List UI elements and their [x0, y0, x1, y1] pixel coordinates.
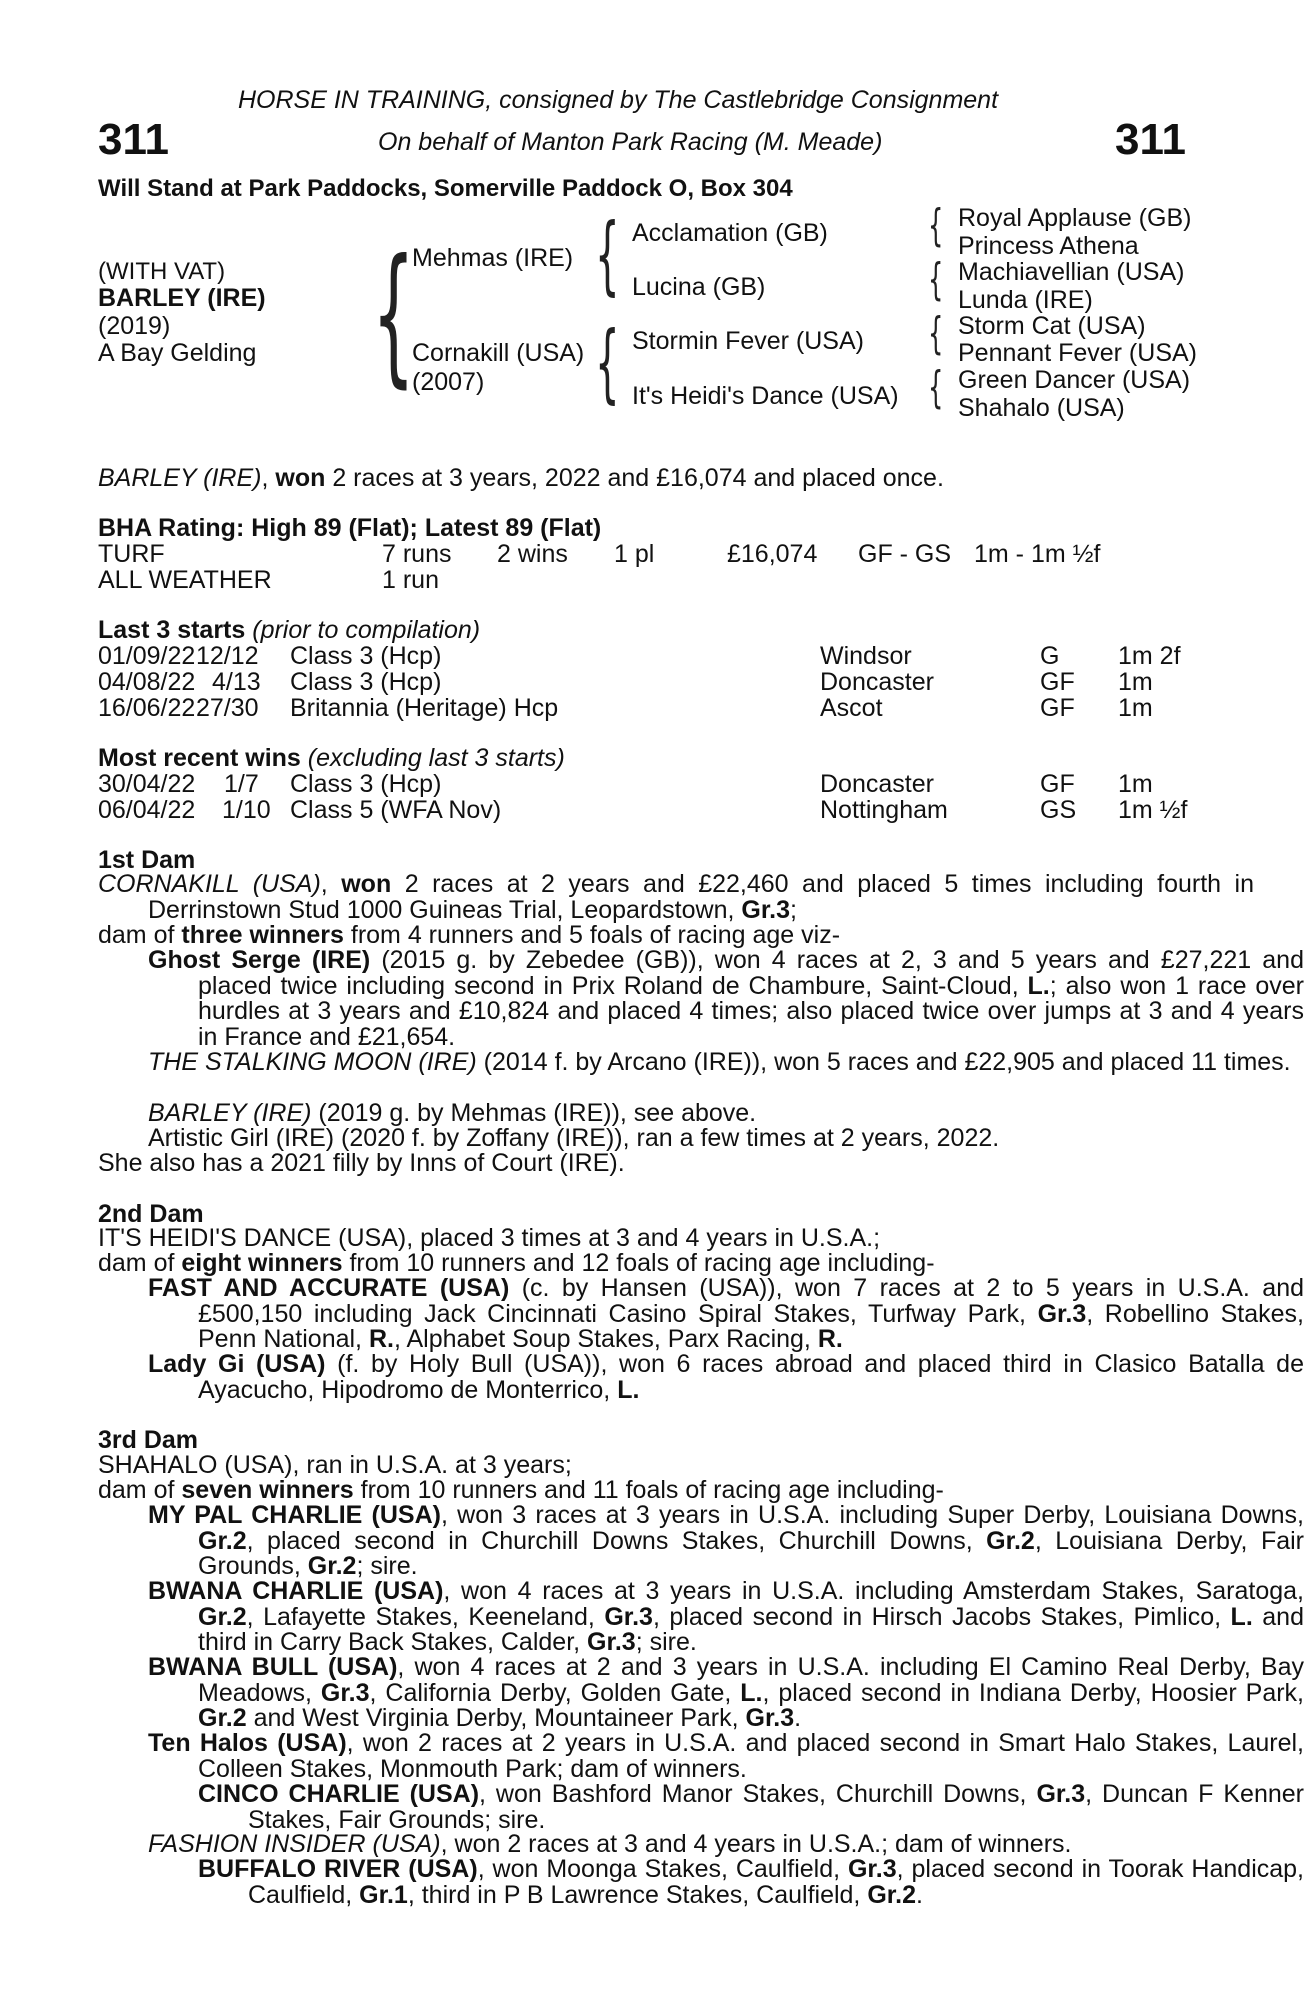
last3-distance: 1m [1118, 694, 1153, 722]
summary-won: won [275, 464, 326, 492]
rating-title: BHA Rating: High 89 (Flat); Latest 89 (Flat) [98, 514, 602, 542]
dam2-fast-and-accurate: FAST AND ACCURATE (USA) (c. by Hansen (USA)), won 7 races at 2 to 5 years in U.S.A. and £500,150 including Jack Cincinnati Casino Spiral Stakes, Turfway Park, Gr.3, Robellino Stakes, Penn National, R., Alphabet Soup Stakes, Parx Racing, R. [148, 1274, 1305, 1353]
last3-distance: 1m 2f [1118, 642, 1181, 670]
dam3-bwana-charlie: BWANA CHARLIE (USA), won 4 races at 3 years in U.S.A. including Amsterdam Stakes, Saratoga, Gr.2, Lafayette Stakes, Keeneland, Gr.3, placed second in Hirsch Jacobs Stakes, Pimlico, L. and third in Carry Back Stakes, Calder, Gr.3; sire. [148, 1577, 1304, 1656]
dam3-fashion-insider: FASHION INSIDER (USA), won 2 races at 3 and 4 years in U.S.A.; dam of winners. [148, 1830, 1072, 1858]
sire-name: Mehmas (IRE) [412, 244, 574, 272]
dam-sire: Stormin Fever (USA) [632, 327, 864, 355]
recent-race: Class 3 (Hcp) [290, 770, 442, 798]
pedigree-brace-g4: { [928, 362, 944, 413]
last3-position: 4/13 [212, 668, 261, 696]
last3-going: GF [1040, 694, 1075, 722]
sire-dam: Lucina (GB) [632, 273, 766, 301]
turf-going: GF - GS [858, 540, 952, 568]
dam-year: (2007) [412, 368, 485, 396]
lot-number-right: 311 [1115, 115, 1186, 164]
dam3-buffalo-river: BUFFALO RIVER (USA), won Moonga Stakes, Caulfield, Gr.3, placed second in Toorak Handicap, Caulfield, Gr.1, third in P B Lawrence Stakes, Caulfield, Gr.2. [198, 1855, 1305, 1909]
gg-1: Royal Applause (GB) [958, 204, 1192, 232]
dam3-heading: 3rd Dam [98, 1426, 199, 1454]
pedigree-brace-sire: { [595, 205, 620, 305]
dam1-produce-summary: dam of three winners from 4 runners and 5 foals of racing age viz- [98, 921, 841, 949]
gg-6: Pennant Fever (USA) [958, 339, 1197, 367]
recent-distance: 1m [1118, 770, 1153, 798]
recent-going: GF [1040, 770, 1075, 798]
aw-runs: 1 run [382, 566, 439, 594]
last3-heading: Last 3 starts (prior to compilation) [98, 616, 481, 644]
turf-prize: £16,074 [727, 540, 818, 568]
summary-horse: BARLEY (IRE) [98, 464, 262, 492]
foaling-year: (2019) [98, 312, 171, 340]
recent-heading: Most recent wins (excluding last 3 starts) [98, 744, 565, 772]
gg-2: Princess Athena [958, 232, 1139, 260]
last3-race: Class 3 (Hcp) [290, 668, 442, 696]
dam3-produce-summary: dam of seven winners from 10 runners and 11 foals of racing age including- [98, 1476, 944, 1504]
dam1-filly-note: She also has a 2021 filly by Inns of Court (IRE). [98, 1149, 625, 1177]
gg-3: Machiavellian (USA) [958, 258, 1185, 286]
pedigree-brace-dam: { [595, 313, 620, 413]
recent-position: 1/7 [224, 770, 259, 798]
pedigree-brace-g2: { [928, 254, 944, 305]
dam3-my-pal-charlie: MY PAL CHARLIE (USA), won 3 races at 3 years in U.S.A. including Super Derby, Louisiana Downs, Gr.2, placed second in Churchill Downs Stakes, Churchill Downs, Gr.2, Louisiana Derby, Fair Grounds, Gr.2; sire. [148, 1501, 1305, 1580]
last3-course: Windsor [820, 642, 912, 670]
last3-position: 12/12 [196, 642, 259, 670]
last3-going: GF [1040, 668, 1075, 696]
dam2-heading: 2nd Dam [98, 1200, 204, 1228]
gg-7: Green Dancer (USA) [958, 366, 1191, 394]
stand-location: Will Stand at Park Paddocks, Somerville Paddock O, Box 304 [98, 175, 793, 202]
last3-position: 27/30 [196, 694, 259, 722]
last3-date: 04/08/22 [98, 668, 196, 696]
sire-sire: Acclamation (GB) [632, 219, 828, 247]
recent-race: Class 5 (WFA Nov) [290, 796, 502, 824]
recent-date: 06/04/22 [98, 796, 196, 824]
vat-note: (WITH VAT) [98, 258, 226, 285]
recent-distance: 1m ½f [1118, 796, 1188, 824]
dam2-lady-gi: Lady Gi (USA) (f. by Holy Bull (USA)), won 6 races abroad and placed third in Clasico Batalla de Ayacucho, Hipodromo de Monterrico, L. [148, 1350, 1304, 1404]
dam1-artistic-girl: Artistic Girl (IRE) (2020 f. by Zoffany (IRE)), ran a few times at 2 years, 2022. [148, 1124, 1000, 1152]
last3-date: 01/09/22 [98, 642, 196, 670]
dam2-produce-summary: dam of eight winners from 10 runners and 12 foals of racing age including- [98, 1249, 935, 1277]
summary-text: 2 races at 3 years, 2022 and £16,074 and placed once. [325, 464, 944, 492]
consignor-line: HORSE IN TRAINING, consigned by The Castlebridge Consignment [238, 86, 999, 114]
dam1-heading: 1st Dam [98, 846, 196, 874]
turf-label: TURF [98, 540, 165, 568]
recent-position: 1/10 [222, 796, 271, 824]
dam2-record: IT'S HEIDI'S DANCE (USA), placed 3 times at 3 and 4 years in U.S.A.; [98, 1224, 881, 1252]
turf-distance: 1m - 1m ½f [974, 540, 1101, 568]
gg-5: Storm Cat (USA) [958, 312, 1146, 340]
pedigree-brace-main: { [372, 228, 415, 402]
pedigree-brace-g1: { [928, 200, 944, 251]
dam3-record: SHAHALO (USA), ran in U.S.A. at 3 years; [98, 1451, 572, 1479]
last3-course: Doncaster [820, 668, 934, 696]
horse-description: A Bay Gelding [98, 339, 257, 367]
dam3-bwana-bull: BWANA BULL (USA), won 4 races at 2 and 3 years in U.S.A. including El Camino Real Derby, Bay Meadows, Gr.3, California Derby, Golden Gate, L., placed second in Indiana Derby, Hoosier Park, Gr.2 and West Virginia Derby, Mountaineer Park, Gr.3. [148, 1653, 1304, 1732]
gg-4: Lunda (IRE) [958, 286, 1093, 314]
dam1-barley: BARLEY (IRE) (2019 g. by Mehmas (IRE)), see above. [148, 1099, 757, 1127]
race-summary: BARLEY (IRE), won 2 races at 3 years, 2022 and £16,074 and placed once. [98, 464, 944, 492]
turf-wins: 2 wins [497, 540, 568, 568]
last3-distance: 1m [1118, 668, 1153, 696]
last3-going: G [1040, 642, 1060, 670]
dam-name: Cornakill (USA) [412, 339, 585, 367]
last3-race: Britannia (Heritage) Hcp [290, 694, 559, 722]
turf-runs: 7 runs [382, 540, 452, 568]
dam1-stalking-moon: THE STALKING MOON (IRE) (2014 f. by Arcano (IRE)), won 5 races and £22,905 and placed 11 times. [148, 1048, 1291, 1076]
gg-8: Shahalo (USA) [958, 394, 1125, 422]
last3-race: Class 3 (Hcp) [290, 642, 442, 670]
recent-course: Nottingham [820, 796, 948, 824]
last3-date: 16/06/22 [98, 694, 196, 722]
recent-course: Doncaster [820, 770, 934, 798]
dam-dam: It's Heidi's Dance (USA) [632, 382, 899, 410]
recent-date: 30/04/22 [98, 770, 196, 798]
aw-label: ALL WEATHER [98, 566, 272, 594]
vendor-line: On behalf of Manton Park Racing (M. Meade) [378, 128, 883, 156]
lot-number-left: 311 [98, 115, 169, 164]
dam3-cinco-charlie: CINCO CHARLIE (USA), won Bashford Manor Stakes, Churchill Downs, Gr.3, Duncan F Kenner Stakes, Fair Grounds; sire. [198, 1780, 1304, 1834]
recent-going: GS [1040, 796, 1077, 824]
dam1-record: CORNAKILL (USA), won 2 races at 2 years and £22,460 and placed 5 times including fourth in Derrinstown Stud 1000 Guineas Trial, Leopardstown, Gr.3; [98, 870, 1254, 924]
dam3-ten-halos: Ten Halos (USA), won 2 races at 2 years in U.S.A. and placed second in Smart Halo Stakes, Laurel, Colleen Stakes, Monmouth Park; dam of winners. [148, 1729, 1304, 1783]
dam1-ghost-serge: Ghost Serge (IRE) (2015 g. by Zebedee (GB)), won 4 races at 2, 3 and 5 years and £27,221 and placed twice including second in Prix Roland de Chambure, Saint-Cloud, L.; also won 1 race over hurdles at 3 years and £10,824 and placed 4 times; also placed twice over jumps at 3 and 4 years in France and £21,654. [148, 946, 1304, 1051]
last3-course: Ascot [820, 694, 883, 722]
pedigree-brace-g3: { [928, 308, 944, 359]
turf-placed: 1 pl [614, 540, 655, 568]
horse-name: BARLEY (IRE) [98, 284, 266, 312]
